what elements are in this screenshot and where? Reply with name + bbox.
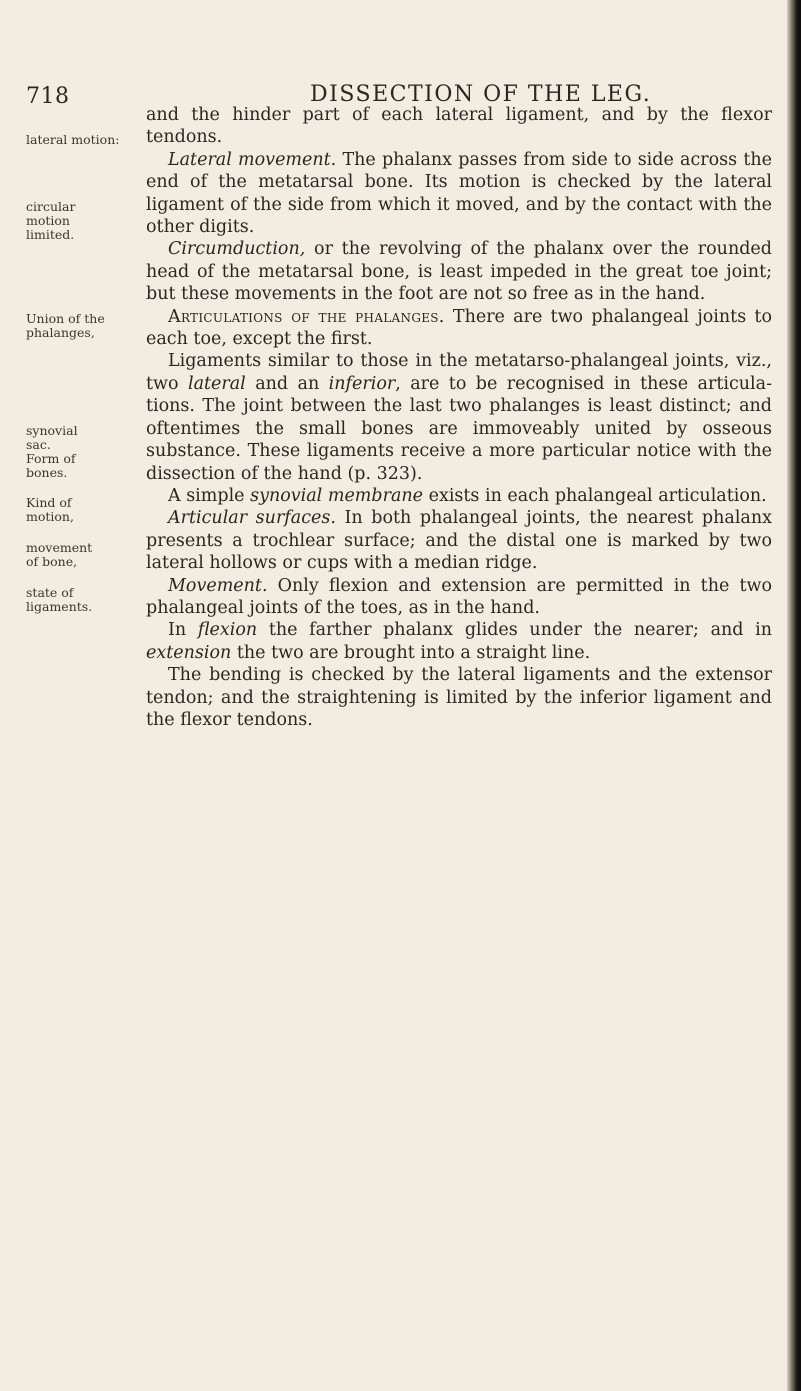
page-number: 718	[26, 84, 70, 109]
paragraph: Lateral movement. The phalanx passes from side to side across the end of the metatarsal bone. Its motion is checked by the lateral ligament of the side from which it moved, and by the contact with the other digits.	[146, 149, 773, 238]
paragraph-lead: Articular surfaces.	[168, 508, 336, 529]
paragraph: and the hinder part of each lateral ligament, and by the flexor tendons.	[146, 105, 772, 148]
margin-note-kind-of-motion: Kind of motion,	[26, 495, 74, 524]
paragraph: Circumduction, or the revolving of the phalanx over the rounded head of the metatarsal bone, is least impeded in the great toe joint; but these movements in the foot are not so free as in the hand.	[146, 239, 772, 305]
running-header: DISSECTION OF THE LEG.	[310, 82, 652, 107]
paragraph: In flexion the farther phalanx glides under the nearer; and in extension the two are brought into a straight line.	[146, 620, 772, 663]
paragraph: A simple synovial membrane exists in each phalangeal articulation.	[168, 485, 767, 506]
paragraph: Articular surfaces. In both phalangeal joints, the nearest phalanx presents a trochlear surface; and the distal one is marked by two lateral hollows or cups with a median ridge.	[146, 508, 772, 574]
paragraph: Ligaments similar to those in the metatarso-phalangeal joints, viz., two lateral and an inferior, are to be recognised in these articula-tions. The joint between the last two phalanges is least distinct; and oftentimes the small bones are immoveably united by osseous substance. These ligaments receive a more particular notice with the dissection of the hand (p. 323).	[146, 351, 772, 484]
margin-note-union-phalanges: Union of the phalanges,	[26, 311, 105, 340]
paragraph-lead: Circumduction,	[168, 239, 306, 260]
paragraph: The bending is checked by the lateral ligaments and the extensor tendon; and the straightening is limited by the inferior ligament and the flexor tendons.	[146, 665, 772, 730]
section-heading: Articulations of the phalanges.	[168, 306, 445, 327]
page-edge-shadow	[787, 0, 801, 1391]
margin-note-form-of-bones: Form of bones.	[26, 451, 76, 480]
paragraph-lead: Movement.	[168, 575, 268, 596]
paragraph-lead: Lateral movement.	[168, 149, 337, 170]
margin-note-circular-motion: circular motion limited.	[26, 199, 76, 242]
paragraph: Movement. Only flexion and extension are permitted in the two phalangeal joints of the toes, as in the hand.	[146, 575, 772, 618]
paragraph: Articulations of the phalanges. There are two phalangeal joints to each toe, except the first.	[146, 306, 772, 350]
margin-note-synovial-sac: synovial sac.	[26, 423, 78, 452]
margin-note-state-of-ligaments: state of ligaments.	[26, 585, 93, 614]
body-text	[146, 104, 772, 731]
margin-note-movement-of-bone: movement of bone,	[26, 540, 93, 569]
margin-note-lateral-motion: lateral motion:	[26, 132, 120, 147]
